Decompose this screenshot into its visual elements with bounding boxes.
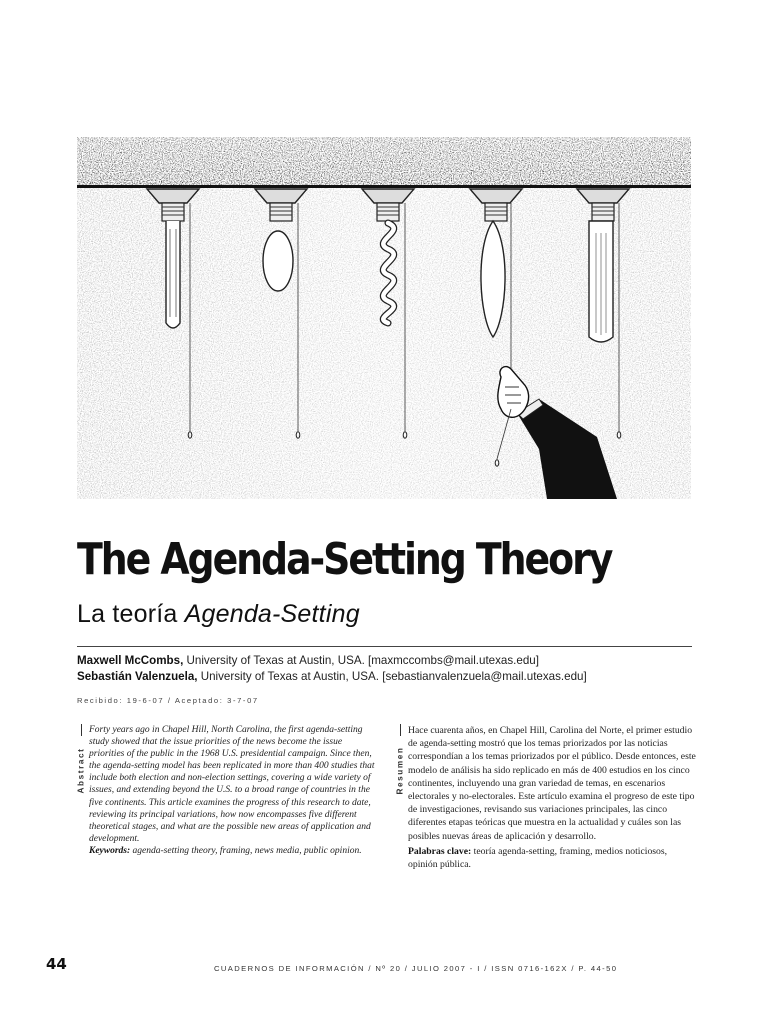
author-line: [77, 653, 717, 669]
ceiling-edge: [77, 185, 691, 188]
abstract-label: Abstract: [76, 747, 86, 794]
article-subtitle: [77, 600, 360, 629]
resumen-text: Hace cuarenta años, en Chapel Hill, Carolina del Norte, el primer estudio de agenda-setting mostró que los temas priorizados por las noticias correspondían a los temas priorizados por el público. Desde entonces, este modelo de análisis ha sido replicado en más de 400 estudios en los cinco continentes, incluyendo una gran variedad de temas, en escenarios electorales y no-electorales. Este artículo examina el progreso de este tipo de investigaciones, revisando sus variaciones principales, las cinco diferentes etapas teóricas que muestra en la actualidad y cuáles son las posibles nuevas áreas de aplicación y desarrollo.: [408, 725, 696, 842]
journal-footer: CUADERNOS DE INFORMACIÓN / Nº 20 / JULIO 2007 - I / ISSN 0716-162X / P. 44-50: [214, 964, 618, 973]
subtitle-plain: La teoría: [77, 600, 185, 628]
author-name: Maxwell McCombs,: [77, 654, 184, 667]
abstract-keywords: [89, 845, 375, 857]
abstract-text: Forty years ago in Chapel Hill, North Carolina, the first agenda-setting study showed that the issue priorities of the news become the issue priorities of the public in the 1968 U.S. presidential campaign. Since then, the agenda-setting model has been replicated in more than 400 studies that include both election and non-election settings, covering a wide variety of issues, and extending beyond the U.S. to a broad range of countries in the five continents. This article examines the progress of this research to date, reviewing its principal variations, how now encompasses five different theoretical stages, and what are the possible new areas of application and development.: [89, 725, 375, 844]
side-label-bar: [400, 724, 401, 736]
abstract-side-label: [77, 724, 87, 794]
abstract-body: [89, 724, 375, 857]
resumen-side-label: [396, 724, 406, 794]
ceiling-texture: [77, 137, 691, 187]
author-affiliation: University of Texas at Austin, USA. [maxmccombs@mail.utexas.edu]: [183, 654, 539, 667]
keywords-text: agenda-setting theory, framing, news media, public opinion.: [130, 845, 362, 856]
resumen-keywords: [408, 845, 698, 871]
author-list: [77, 653, 717, 685]
page-number: 44: [46, 955, 67, 973]
title-rule: [77, 646, 692, 647]
cover-illustration: [77, 137, 691, 499]
received-accepted-dates: Recibido: 19-6-07 / Aceptado: 3-7-07: [77, 696, 259, 705]
author-affiliation: University of Texas at Austin, USA. [sebastianvalenzuela@mail.utexas.edu]: [197, 670, 587, 683]
palabras-clave-label: Palabras clave:: [408, 845, 472, 857]
author-name: Sebastián Valenzuela,: [77, 670, 198, 683]
palabras-clave-text: teoría agenda-setting, framing, medios noticiosos, opinión pública.: [408, 845, 668, 871]
resumen-label: Resumen: [395, 746, 405, 795]
article-title: The Agenda-Setting Theory: [77, 534, 612, 585]
keywords-label: Keywords:: [89, 845, 131, 856]
resumen-body: [408, 724, 698, 871]
subtitle-italic: Agenda-Setting: [184, 600, 360, 628]
author-line: [77, 669, 717, 685]
side-label-bar: [81, 724, 82, 736]
